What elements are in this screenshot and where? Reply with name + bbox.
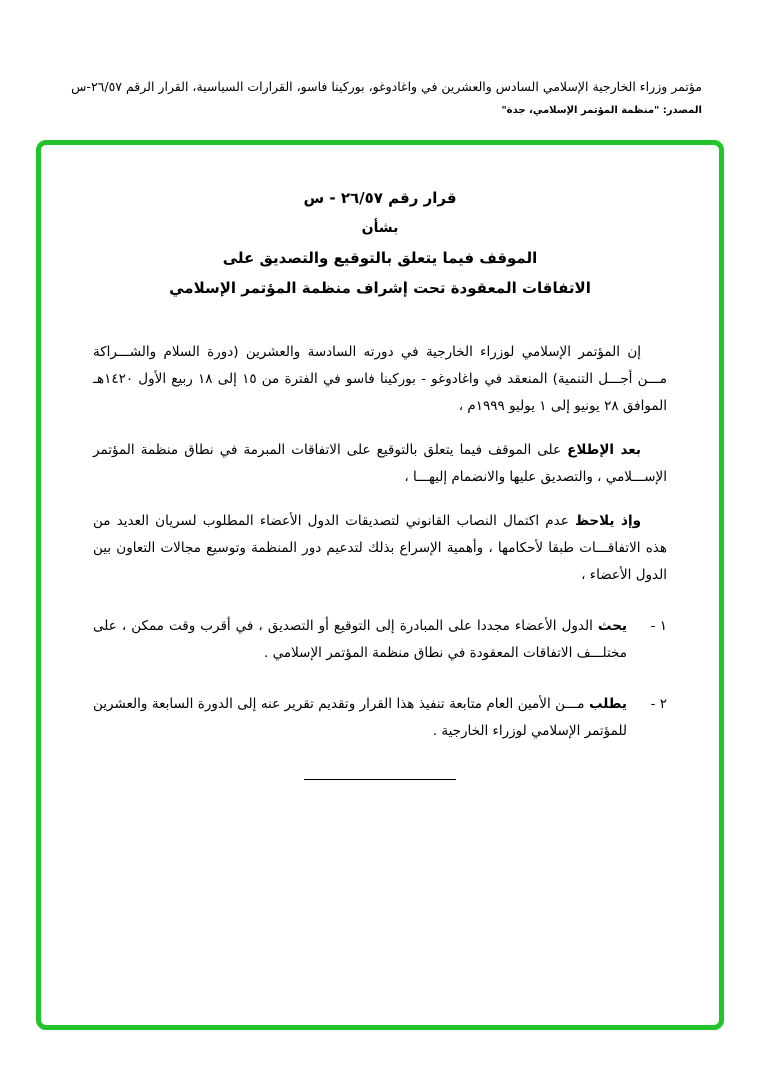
resolution-title-block [93, 183, 667, 303]
item-lead: يطلب [588, 696, 628, 712]
item-number: ٢ - [650, 696, 667, 712]
resolution-subject-line-1: الموقف فيما يتعلق بالتوقيع والتصديق على [222, 249, 538, 267]
preamble-paragraph-3 [93, 508, 667, 589]
preamble-paragraph-1 [93, 339, 667, 420]
resolution-body [93, 339, 667, 780]
green-border-frame [36, 140, 724, 1030]
paragraph-text: على الموقف فيما يتعلق بالتوقيع على الاتفاقات المبرمة في نطاق منظمة المؤتمر الإســـلامي ، والتصديق عليها والانضمام إليهـــا ، [93, 442, 667, 485]
item-body: مـــن الأمين العام متابعة تنفيذ هذا القرار وتقديم تقرير عنه إلى الدورة السابعة والعشرين للمؤتمر الإسلامي لوزراء الخارجية . [93, 696, 627, 739]
source-header-line-2: المصدر: "منظمة المؤتمر الإسلامي، جدة" [501, 105, 702, 116]
item-number: ١ - [650, 618, 667, 634]
item-text [93, 613, 633, 667]
operative-item-2 [93, 691, 667, 745]
item-text [93, 691, 633, 745]
source-header-line-1: مؤتمر وزراء الخارجية الإسلامي السادس والعشرين في واغادوغو، بوركينا فاسو، القرارات السياسية، القرار الرقم ٢٦/٥٧-س [71, 79, 702, 94]
resolution-about-label: بشأن [361, 220, 399, 236]
resolution-subject-line-2: الاتفاقات المعقودة تحت إشراف منظمة المؤتمر الإسلامي [169, 279, 591, 297]
document-source-header [30, 78, 702, 116]
preamble-paragraph-2 [93, 437, 667, 491]
paragraph-lead: بعد الإطلاع [567, 442, 642, 458]
paragraph-text: عدم اكتمال النصاب القانوني لتصديقات الدول الأعضاء المطلوب لسريان العديد من هذه الاتفاقـــات طبقا لأحكامها ، وأهمية الإسراع بذلك لتدعيم دور المنظمة وتوسيع مجالات التعاون بين الدول الأعضاء ، [93, 513, 667, 583]
end-of-text-divider [304, 779, 456, 780]
resolution-number-title: قرار رقم ٢٦/٥٧ - س [303, 189, 457, 207]
paragraph-text: إن المؤتمر الإسلامي لوزراء الخارجية في دورته السادسة والعشرين (دورة السلام والشـــراكة مـــن أجـــل التنمية) المنعقد في واغادوغو - بوركينا فاسو في الفترة من ١٥ إلى ١٨ ربيع الأول ١٤٢٠هـ الموافق ٢٨ يونيو إلى ١ يوليو ١٩٩٩م ، [93, 344, 668, 414]
paragraph-lead: وإذ يلاحظ [574, 513, 641, 529]
operative-item-1 [93, 613, 667, 667]
item-lead: يحث [597, 618, 627, 634]
item-body: الدول الأعضاء مجددا على المبادرة إلى التوقيع أو التصديق ، في أقرب وقت ممكن ، على مختلـــف الاتفاقات المعقودة في نطاق منظمة المؤتمر الإسلامي . [93, 618, 627, 661]
